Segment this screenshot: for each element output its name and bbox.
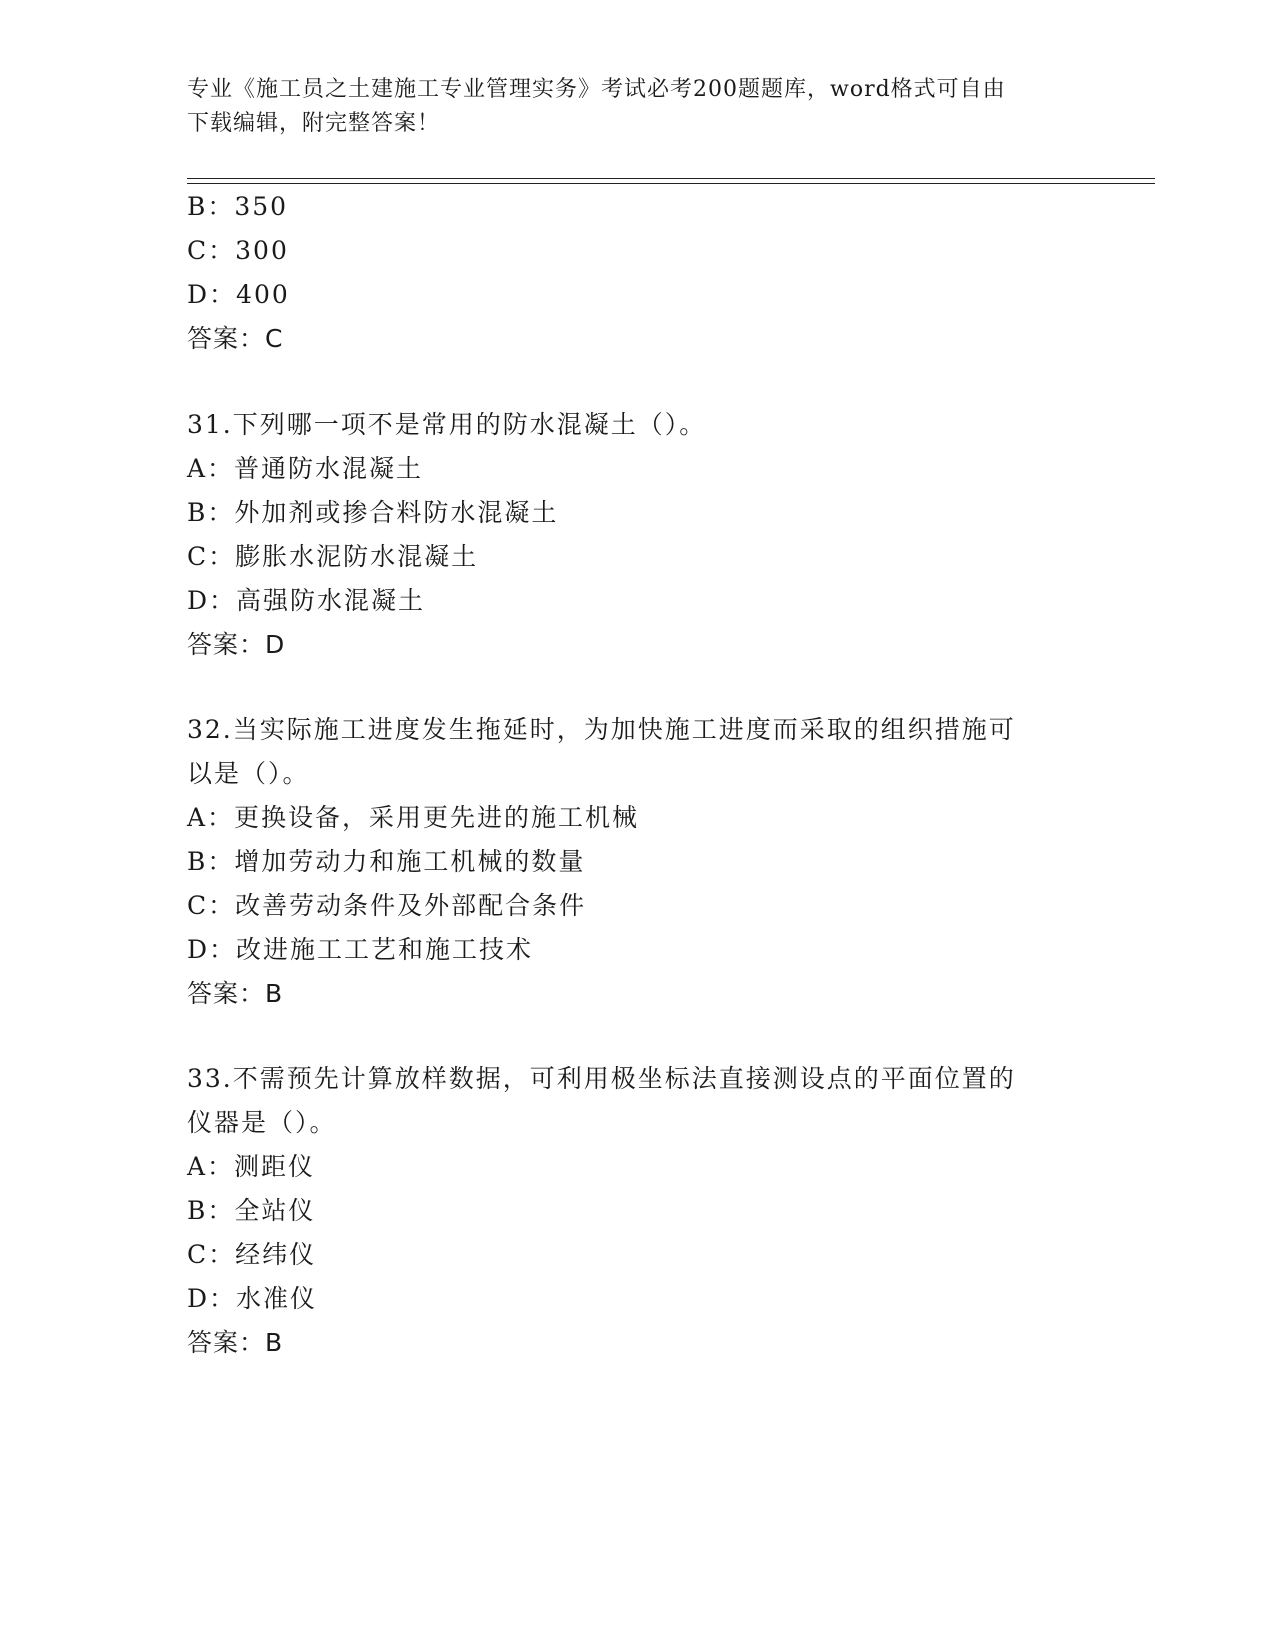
question-33-option-c: C：经纬仪 bbox=[187, 1240, 317, 1269]
question-33-answer: 答案：B bbox=[187, 1328, 284, 1357]
header-line-2: 下载编辑，附完整答案！ bbox=[187, 111, 441, 136]
question-33-option-a: A：测距仪 bbox=[187, 1152, 316, 1181]
question-32-option-a: A：更换设备，采用更先进的施工机械 bbox=[187, 803, 640, 832]
question-31-stem: 31.下列哪一项不是常用的防水混凝土（）。 bbox=[187, 410, 707, 439]
question-32-stem-line-2: 以是（）。 bbox=[187, 759, 310, 788]
header-divider-top bbox=[187, 178, 1155, 179]
question-32-option-d: D：改进施工工艺和施工技术 bbox=[187, 935, 534, 964]
question-32-answer: 答案：B bbox=[187, 979, 284, 1008]
header-divider-bottom bbox=[187, 183, 1155, 184]
question-31-option-c: C：膨胀水泥防水混凝土 bbox=[187, 542, 479, 571]
question-33-stem-line-2: 仪器是（）。 bbox=[187, 1108, 337, 1137]
document-header bbox=[187, 73, 1067, 141]
question-33-option-b: B：全站仪 bbox=[187, 1196, 316, 1225]
option-b: B：350 bbox=[187, 192, 289, 221]
answer-line: 答案：C bbox=[187, 324, 284, 353]
question-32-option-c: C：改善劳动条件及外部配合条件 bbox=[187, 891, 587, 920]
question-31-option-a: A：普通防水混凝土 bbox=[187, 454, 424, 483]
header-line-1: 专业《施工员之土建施工专业管理实务》考试必考200题题库，word格式可自由 bbox=[187, 77, 1006, 102]
question-33-option-d: D：水准仪 bbox=[187, 1284, 318, 1313]
option-d: D：400 bbox=[187, 280, 290, 309]
question-32-stem-line-1: 32.当实际施工进度发生拖延时，为加快施工进度而采取的组织措施可 bbox=[187, 715, 1016, 744]
question-31-option-b: B：外加剂或掺合料防水混凝土 bbox=[187, 498, 559, 527]
question-31-option-d: D：高强防水混凝土 bbox=[187, 586, 426, 615]
question-32-option-b: B：增加劳动力和施工机械的数量 bbox=[187, 847, 586, 876]
question-31-answer: 答案：D bbox=[187, 630, 286, 659]
question-33-stem-line-1: 33.不需预先计算放样数据，可利用极坐标法直接测设点的平面位置的 bbox=[187, 1064, 1016, 1093]
option-c: C：300 bbox=[187, 236, 289, 265]
